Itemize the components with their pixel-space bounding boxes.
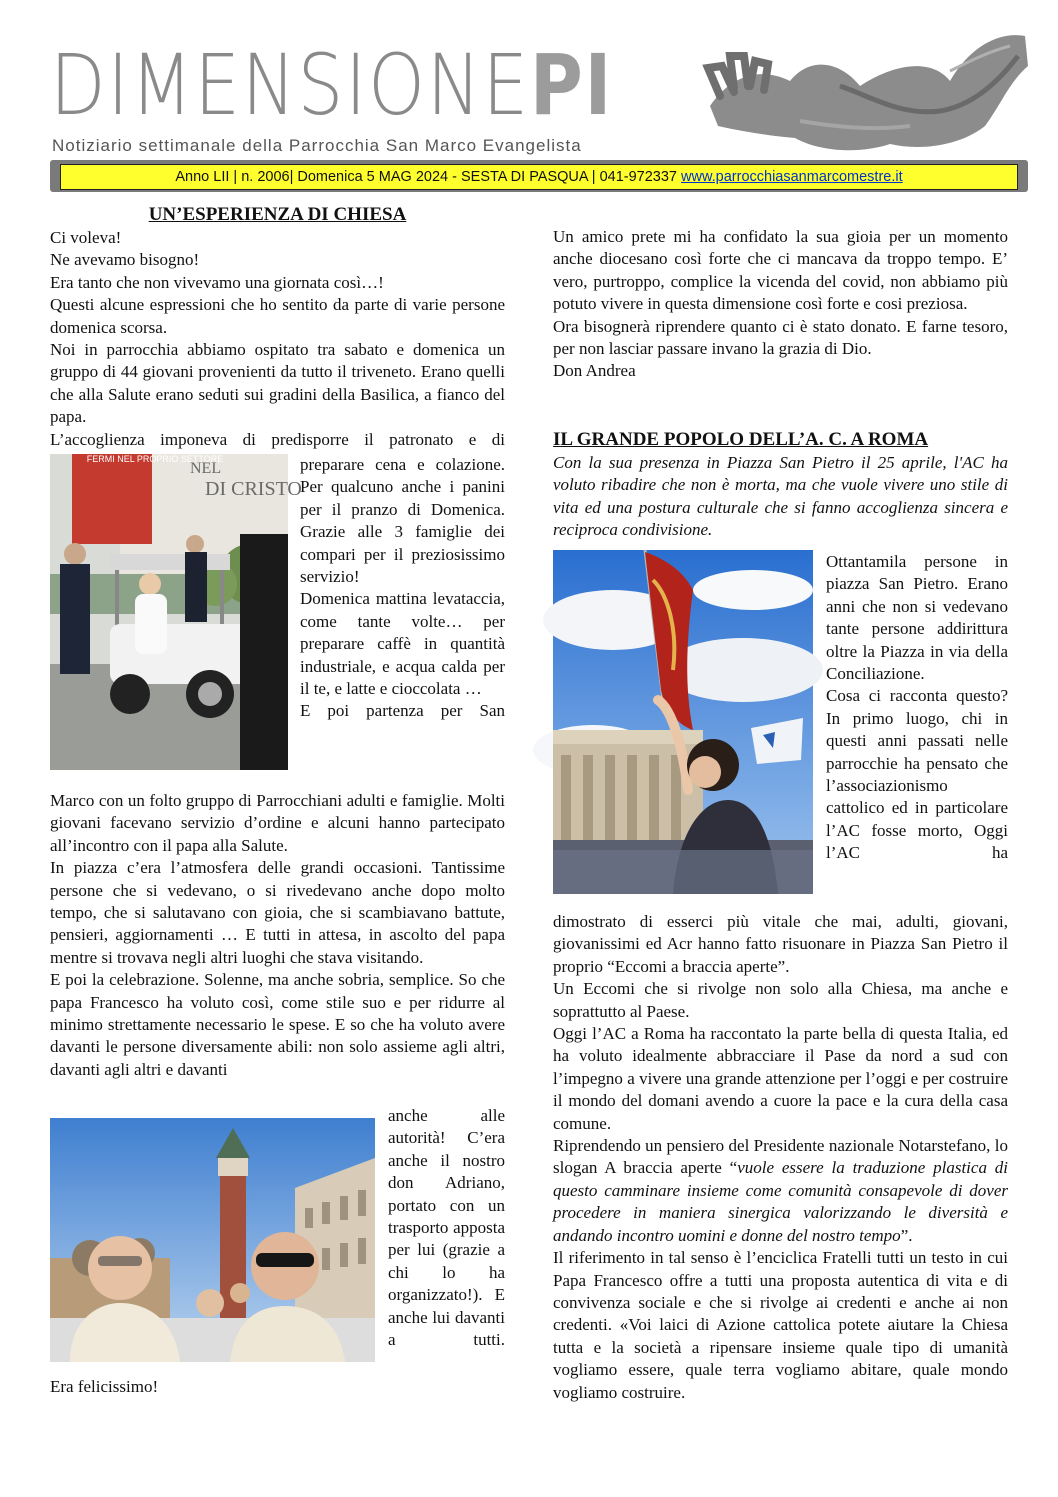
issue-info: Anno LII | n. 2006| Domenica 5 MAG 2024 - SESTA DI PASQUA | 041-972337 — [175, 169, 682, 185]
article-1-continuation — [553, 226, 1008, 383]
article-1-wrap-text — [300, 454, 505, 723]
article-1-paragraph: Marco con un folto gruppo di Parrocchiani adulti e famiglie. Molti giovani facevano servizio d’ordine e alcuni hanno partecipato all’incontro con il papa alla Salute. — [50, 791, 505, 855]
photo-ac-piazza-san-pietro — [553, 550, 813, 894]
photo-sign-cristo: DI CRISTO — [205, 478, 302, 500]
article-1-body — [50, 790, 505, 1081]
article-2-paragraph: Oggi l’AC a Roma ha raccontato la parte bella di questa Italia, ed ha voluto idealmente abbracciare il Pase da nord a sud con l’impegno a vivere una grande attenzione per l’oggi e per costruire il mondo del domani avendo a cuore la pace e la cura della casa comune. — [553, 1024, 1008, 1133]
article-1-title: UN’ESPERIENZA DI CHIESA — [148, 204, 407, 225]
article-1-intro-line: Ne avevamo bisogno! — [50, 250, 200, 270]
article-2-paragraph — [553, 1135, 1008, 1247]
masthead-title-pi: PI — [529, 36, 614, 134]
article-2-lead: Con la sua presenza in Piazza San Pietro il 25 aprile, l'AC ha voluto ribadire che non è morta, ma che vuole vivere uno stile di vita ed una postura culturale che si fanno accoglienza sincera e reciproca condivisione. — [553, 453, 1008, 540]
article-2-paragraph: Il riferimento in tal senso è l’enciclica Fratelli tutti un testo in cui Papa Francesco offre a tutti una proposta autentica di vita e di convivenza sociale e che si rivolge ai credenti e anche ai non credenti. «Voi laici di Azione cattolica potete aiutare la Chiesa tutta e la società a ripensare insieme quale tipo di umanità vogliamo essere, quale terra vogliamo abitare, quale mondo vogliamo costruire. — [553, 1248, 1008, 1402]
photo-pope-cart-image — [50, 454, 288, 770]
article-1-paragraph: Noi in parrocchia abbiamo ospitato tra sabato e domenica un gruppo di 44 giovani provenienti da tutto il triveneto. Erano quelli che alla Salute erano seduti sui gradini della Basilica, a fianco del papa. — [50, 340, 505, 427]
article-2-paragraph: Un Eccomi che si rivolge non solo alla Chiesa, ma anche e soprattutto al Paese. — [553, 979, 1008, 1021]
photo-st-marks-selfie — [50, 1118, 375, 1362]
website-link[interactable]: www.parrocchiasanmarcomestre.it — [681, 169, 903, 185]
article-1 — [50, 203, 505, 451]
article-1-wrap-text-2 — [388, 1105, 505, 1351]
photo-pope-cart — [50, 454, 302, 770]
article-2-quote: vuole essere la traduzione plastica di questo camminare insieme come comunità consapevole di dover procedere in maniera sinergica valorizzando le diversità e andando incontro uomini e donne del nostro tempo — [553, 1158, 1008, 1245]
masthead-title-main: DIMENSIONE — [50, 36, 530, 134]
article-1-paragraph: anche alle autorità! C’era anche il nostro don Adriano, portato con un trasporto apposta per lui (grazie a chi lo ha organizzato!). E anche lui davanti a tutti. — [388, 1106, 505, 1350]
photo-sign-nel: NEL — [190, 460, 222, 477]
sculpture-hand-image — [700, 26, 1030, 156]
article-1-paragraph: E poi la celebrazione. Solenne, ma anche sobria, semplice. So che papa Francesco ha voluto così, come stile suo e per ridurre al minimo strettamente necessario le spese. E so che ha voluto avere davanti le persone diversamente abili: non solo assieme agli altri, davanti agli altri e davanti — [50, 970, 505, 1079]
issue-banner-text — [60, 164, 1018, 190]
article-1-paragraph: Ora bisognerà riprendere quanto ci è stato donato. E farne tesoro, per non lasciar passare invano la grazia di Dio. — [553, 316, 1008, 359]
issue-banner — [50, 160, 1028, 192]
article-1-paragraph: Domenica mattina levataccia, come tante volte… per preparare caffè in quantità industriale, e acqua calda per il te, e latte e cioccolata … — [300, 589, 505, 699]
article-2-quote-intro: Riprendendo un pensiero del Presidente nazionale Notarstefano, lo slogan A braccia aperte “ — [553, 1136, 1008, 1178]
article-1-paragraph: E poi partenza per San — [300, 701, 505, 721]
article-1-paragraph: Questi alcune espressioni che ho sentito da parte di varie persone domenica scorsa. — [50, 295, 505, 337]
photo-sign-red: FERMI NEL PROPRIO SETTORE — [86, 454, 224, 464]
article-1-intro-line: Era tanto che non vivevamo una giornata così…! — [50, 272, 384, 292]
article-2-paragraph: Ottantamila persone in piazza San Pietro. Erano anni che non si vedevano tante persone addirittura oltre la Piazza in via della Conciliazione. — [826, 552, 1008, 684]
photo-ac-piazza-san-pietro-image — [553, 550, 813, 894]
article-1-paragraph: L’accoglienza imponeva di predisporre il patronato e di — [50, 429, 505, 449]
article-1-paragraph: Un amico prete mi ha confidato la sua gioia per un momento anche diocesano così forte che ci mancava da troppo tempo. E’ vero, purtroppo, complice la vicenda del covid, non abbiamo più potuto vivere in questa dimensione così forte e cosi preziosa. — [553, 227, 1008, 314]
article-1-paragraph: In piazza c’era l’atmosfera delle grandi occasioni. Tantissime persone che si vedevano, o si rivedevano anche dopo molto tempo, che si salutavano con gioia, che si scambiavano battute, pensieri, aggiornamenti … E tutti in attesa, in ascolto del papa mentre si trovava negli altri luoghi che stava visitando. — [50, 858, 505, 967]
masthead-title — [50, 36, 614, 134]
photo-st-marks-selfie-image — [50, 1118, 375, 1362]
article-2-header — [553, 428, 1008, 542]
article-1-paragraph: preparare cena e colazione. Per qualcuno anche i panini per il pranzo di Domenica. Grazie alle 3 famiglie dei compari per il preziosissimo servizio! — [300, 455, 505, 587]
article-2-paragraph: Cosa ci racconta questo? In primo luogo, chi in questi anni passati nelle parrocchie ha pensato che l’associazionismo cattolico ed in particolare l’AC fosse morto, Oggi l’AC ha — [826, 686, 1008, 863]
article-2-quote-end: ”. — [900, 1225, 913, 1245]
masthead-subtitle: Notiziario settimanale della Parrocchia San Marco Evangelista — [52, 136, 582, 155]
article-2-title: IL GRANDE POPOLO DELL’A. C. A ROMA — [553, 429, 929, 450]
article-1-closing — [50, 1376, 505, 1398]
article-1-intro-line: Ci voleva! — [50, 228, 122, 247]
article-2-body — [553, 911, 1008, 1404]
article-2-paragraph: dimostrato di esserci più vitale che mai, adulti, giovani, giovanissimi ed Acr hanno fatto risuonare in Piazza San Pietro il proprio “Eccomi a braccia aperte”. — [553, 912, 1008, 976]
article-1-closing-line: Era felicissimo! — [50, 1377, 159, 1396]
article-2-wrap-text — [826, 551, 1008, 865]
article-1-signature: Don Andrea — [553, 361, 636, 381]
